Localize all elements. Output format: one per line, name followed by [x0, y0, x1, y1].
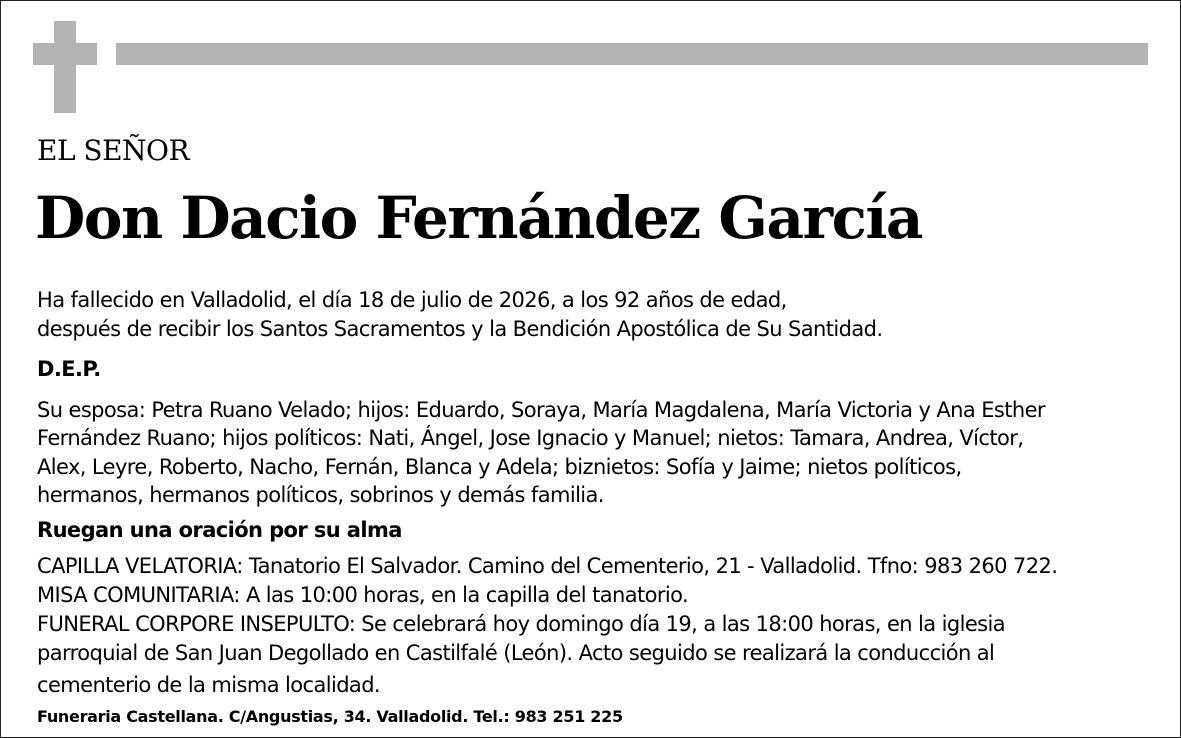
honorific-prefix: EL SEÑOR: [37, 134, 190, 167]
dep-label: D.E.P.: [37, 357, 101, 381]
notice-line-2: después de recibir los Santos Sacramentos y la Bendición Apostólica de Su Santidad.: [37, 317, 883, 341]
notice-line-1: Ha fallecido en Valladolid, el día 18 de julio de 2026, a los 92 años de edad,: [37, 288, 787, 312]
details-line-5: cementerio de la misma localidad.: [37, 673, 381, 697]
cross-icon-vertical: [54, 21, 76, 113]
family-line-1: Su esposa: Petra Ruano Velado; hijos: Eduardo, Soraya, María Magdalena, María Victoria y Ana Esther: [37, 398, 1045, 422]
deceased-name: Don Dacio Fernández García: [35, 184, 923, 252]
family-line-4: hermanos, hermanos políticos, sobrinos y demás familia.: [37, 483, 604, 507]
header-rule: [116, 43, 1148, 65]
funeral-home-footer: Funeraria Castellana. C/Angustias, 34. Valladolid. Tel.: 983 251 225: [37, 707, 623, 726]
details-line-2: MISA COMUNITARIA: A las 10:00 horas, en la capilla del tanatorio.: [37, 583, 689, 607]
cross-icon-horizontal: [33, 43, 97, 65]
family-line-3: Alex, Leyre, Roberto, Nacho, Fernán, Blanca y Adela; biznietos: Sofía y Jaime; nietos políticos,: [37, 455, 962, 479]
details-line-1: CAPILLA VELATORIA: Tanatorio El Salvador. Camino del Cementerio, 21 - Valladolid. Tfno: 983 260 722.: [37, 554, 1058, 578]
family-line-2: Fernández Ruano; hijos políticos: Nati, Ángel, Jose Ignacio y Manuel; nietos: Tamara, Andrea, Víctor,: [37, 426, 1024, 450]
details-line-3: FUNERAL CORPORE INSEPULTO: Se celebrará hoy domingo día 19, a las 18:00 horas, en la iglesia: [37, 612, 1005, 636]
prayer-request: Ruegan una oración por su alma: [37, 518, 402, 542]
details-line-4: parroquial de San Juan Degollado en Castilfalé (León). Acto seguido se realizará la conducción al: [37, 641, 995, 665]
